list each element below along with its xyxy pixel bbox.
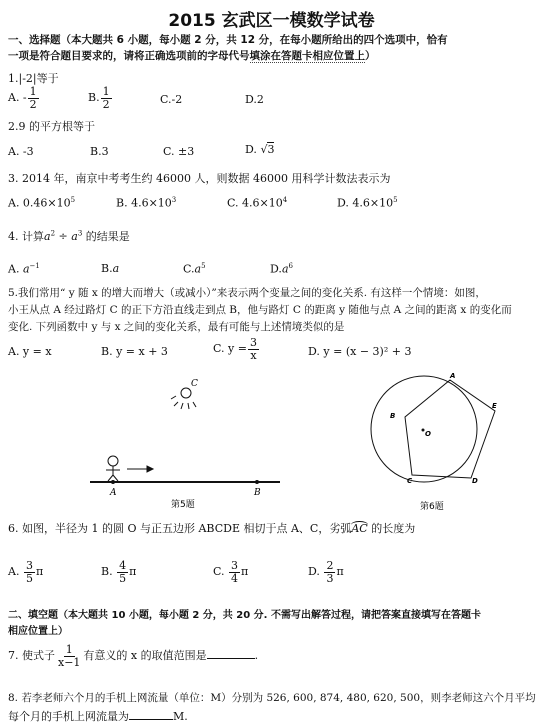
- q6-c-label: C.: [213, 565, 225, 579]
- q7-pre: 7. 使式子: [8, 649, 55, 663]
- point-a-dot: [111, 480, 115, 484]
- q3-option-b: [116, 196, 176, 210]
- q3-d-text: D. 4.6×10: [337, 196, 394, 210]
- figure-5: [85, 375, 285, 510]
- q1-option-b: [88, 86, 113, 110]
- q4-c-label: C.: [183, 262, 195, 276]
- q4-b-var: a: [112, 262, 120, 275]
- q4-c-var: a: [194, 262, 202, 276]
- q7-answer-blank[interactable]: [207, 648, 255, 659]
- street-lamp-icon: [171, 388, 196, 409]
- q6-c-pi: π: [241, 565, 249, 579]
- q1-a-fraction: [28, 86, 39, 110]
- q4-option-b: [101, 262, 119, 275]
- q4-stem-div: ÷: [55, 230, 72, 243]
- q6-a-num: 3: [25, 559, 33, 572]
- q6-d-den: 3: [326, 571, 334, 585]
- q1-b-den: 2: [102, 97, 110, 111]
- q5-option-c: [213, 337, 260, 361]
- q1-b-fraction: [101, 86, 112, 110]
- page-title: 2015 玄武区一模数学试卷: [168, 11, 375, 31]
- fig5-label-b: B: [254, 488, 261, 498]
- section1-header-line2-b: 填涂在答题卡相应位置上: [249, 50, 365, 62]
- q4-d-label: D.: [270, 262, 282, 276]
- q5-stem-line1: 5.我们常用“ y 随 x 的增大而增大（或减小）”来表示两个变量之间的变化关系. 有这样一个情境：如图，: [8, 287, 486, 299]
- q6-b-den: 5: [119, 571, 127, 585]
- q3-b-text: B. 4.6×10: [116, 196, 172, 210]
- fig5-label-a: A: [110, 488, 117, 498]
- q6-option-c: [213, 560, 248, 584]
- q6-stem-arc: AC: [351, 522, 368, 535]
- q2-d-radicand: 3: [267, 143, 275, 156]
- q4-stem-var1: a: [44, 230, 51, 243]
- q2-option-c: C. ±3: [163, 145, 195, 158]
- q6-c-num: 3: [231, 559, 239, 572]
- section1-header-line2: [8, 48, 376, 63]
- q4-stem-pre: 4. 计算: [8, 230, 44, 243]
- q4-option-d: [270, 262, 293, 276]
- q1-b-label: B.: [88, 91, 100, 105]
- q5-stem-line2: 小王从点 A 经过路灯 C 的正下方沿直线走到点 B，他与路灯 C 的距离 y 随他与点 A 之间的距离 x 的变化而: [8, 304, 512, 316]
- q6-stem: [8, 520, 415, 536]
- q2-d-radical-sign: √: [260, 143, 268, 156]
- q2-d-label: D.: [245, 143, 257, 156]
- q7-num: 1: [65, 643, 73, 656]
- q8-line1: 8. 若李老师六个月的手机上网流量（单位：M）分别为 526, 600, 874, 480, 620, 500，则李老师这六个月平均: [8, 692, 536, 704]
- q6-d-label: D.: [308, 565, 320, 579]
- q3-stem: 3. 2014 年，南京中考考生约 46000 人，则数据 46000 用科学计数法表示为: [8, 172, 391, 185]
- section1-header-line2-c: ）: [365, 50, 376, 62]
- fig6-label-b: B: [390, 412, 396, 420]
- q1-b-num: 1: [102, 85, 110, 98]
- fig6-label-a: A: [450, 372, 456, 380]
- q6-c-fraction: [229, 560, 240, 584]
- q6-c-den: 4: [231, 571, 239, 585]
- q5-stem-line3: 变化. 下列函数中 y 与 x 之间的变化关系，最有可能与上述情境类似的是: [8, 321, 345, 333]
- q3-option-a: [8, 196, 75, 210]
- q6-a-pi: π: [35, 565, 44, 579]
- q1-stem: 1.|-2|等于: [8, 72, 59, 85]
- q4-a-label: A.: [8, 262, 20, 276]
- point-b-dot: [255, 480, 259, 484]
- q2-option-b: B.3: [90, 145, 109, 158]
- q3-d-exp: 5: [393, 196, 398, 204]
- q6-option-d: [308, 560, 344, 584]
- q3-b-exp: 3: [171, 196, 177, 204]
- section2-header-line1: 二、填空题（本大题共 10 小题，每小题 2 分，共 20 分. 不需写出解答过程，请把答案直接填写在答题卡: [8, 610, 481, 621]
- q6-option-a: [8, 560, 43, 584]
- q6-a-den: 5: [25, 571, 33, 585]
- fig5-label-c: C: [191, 379, 198, 389]
- q5-option-a: A. y = x: [8, 345, 52, 358]
- q3-option-d: [337, 196, 398, 210]
- q6-b-fraction: [117, 560, 128, 584]
- q7: [8, 644, 258, 668]
- q3-a-text: A. 0.46×10: [8, 196, 71, 210]
- q3-option-c: [227, 196, 287, 210]
- q4-d-exp: 6: [288, 262, 293, 270]
- q1-option-a: [8, 86, 40, 110]
- q1-a-num: 1: [29, 85, 37, 98]
- q4-a-exp: −1: [29, 262, 40, 270]
- person-icon: [106, 456, 120, 481]
- figure-6: [365, 370, 515, 515]
- fig6-label-o: O: [425, 430, 431, 438]
- q8-line2-pre: 每个月的手机上网流量为: [8, 710, 129, 723]
- q4-option-c: [183, 262, 206, 276]
- q5-c-fraction: [248, 337, 259, 361]
- fig6-label-d: D: [472, 477, 478, 485]
- q4-stem-exp2: 3: [77, 229, 83, 238]
- q4-option-a: [8, 262, 40, 276]
- q4-stem: [8, 228, 130, 244]
- q7-post: 有意义的 x 的取值范围是: [83, 649, 207, 663]
- q1-option-d: D.2: [245, 93, 264, 106]
- q5-option-b: B. y = x + 3: [101, 345, 168, 358]
- q4-b-label: B.: [101, 262, 113, 275]
- pentagon-abcde: [405, 380, 495, 478]
- q2-option-d: [245, 143, 274, 156]
- q8-answer-blank[interactable]: [129, 709, 173, 720]
- q4-d-var: a: [281, 262, 289, 276]
- q5-c-label: C. y =: [213, 342, 247, 356]
- q7-den: x−1: [58, 655, 81, 669]
- fig5-caption: 第5题: [171, 500, 195, 510]
- q6-d-fraction: [324, 560, 335, 584]
- q3-c-text: C. 4.6×10: [227, 196, 283, 210]
- q1-a-label: A. -: [8, 91, 27, 105]
- q6-stem-pre: 6. 如图，半径为 1 的圆 O 与正五边形 ABCDE 相切于点 A、C，劣弧: [8, 522, 352, 535]
- q5-option-d: D. y = (x − 3)² + 3: [308, 345, 412, 358]
- q2-stem: 2.9 的平方根等于: [8, 120, 95, 133]
- section2-header-line2: 相应位置上）: [8, 626, 68, 637]
- q4-stem-post: 的结果是: [82, 230, 130, 243]
- q3-c-exp: 4: [282, 196, 288, 204]
- q6-b-num: 4: [119, 559, 127, 572]
- q4-stem-var2: a: [71, 230, 78, 243]
- q6-d-num: 2: [326, 559, 334, 572]
- q7-end: .: [254, 649, 259, 663]
- q5-c-num: 3: [249, 336, 257, 349]
- walking-direction-arrow-icon: [127, 466, 153, 472]
- q6-a-fraction: [24, 560, 35, 584]
- q7-fraction: [56, 644, 82, 668]
- q1-a-den: 2: [29, 97, 37, 111]
- q1-option-c: C.-2: [160, 93, 183, 106]
- q5-c-den: x: [250, 348, 257, 362]
- fig6-label-c: C: [407, 477, 413, 485]
- q4-stem-exp1: 2: [50, 229, 56, 238]
- q8-line2-post: M.: [173, 710, 188, 723]
- q6-b-label: B.: [101, 565, 113, 579]
- section1-header-line2-a: 一项是符合题目要求的，请将正确选项前的字母代号: [8, 50, 250, 62]
- q6-stem-post: 的长度为: [367, 522, 416, 535]
- q2-option-a: A. -3: [8, 145, 34, 158]
- q8-line2: [8, 708, 188, 724]
- section1-header-line1: 一、选择题（本大题共 6 小题，每小题 2 分，共 12 分，在每小题所给出的四个选项中，恰有: [8, 34, 448, 46]
- q4-c-exp: 5: [201, 262, 206, 270]
- q6-d-pi: π: [336, 565, 344, 579]
- q4-a-var: a: [22, 262, 30, 276]
- q6-b-pi: π: [129, 565, 137, 579]
- q6-a-label: A.: [8, 565, 20, 579]
- q3-a-exp: 5: [70, 196, 76, 204]
- fig6-caption: 第6题: [420, 502, 444, 512]
- q6-option-b: [101, 560, 136, 584]
- fig6-label-e: E: [492, 402, 497, 410]
